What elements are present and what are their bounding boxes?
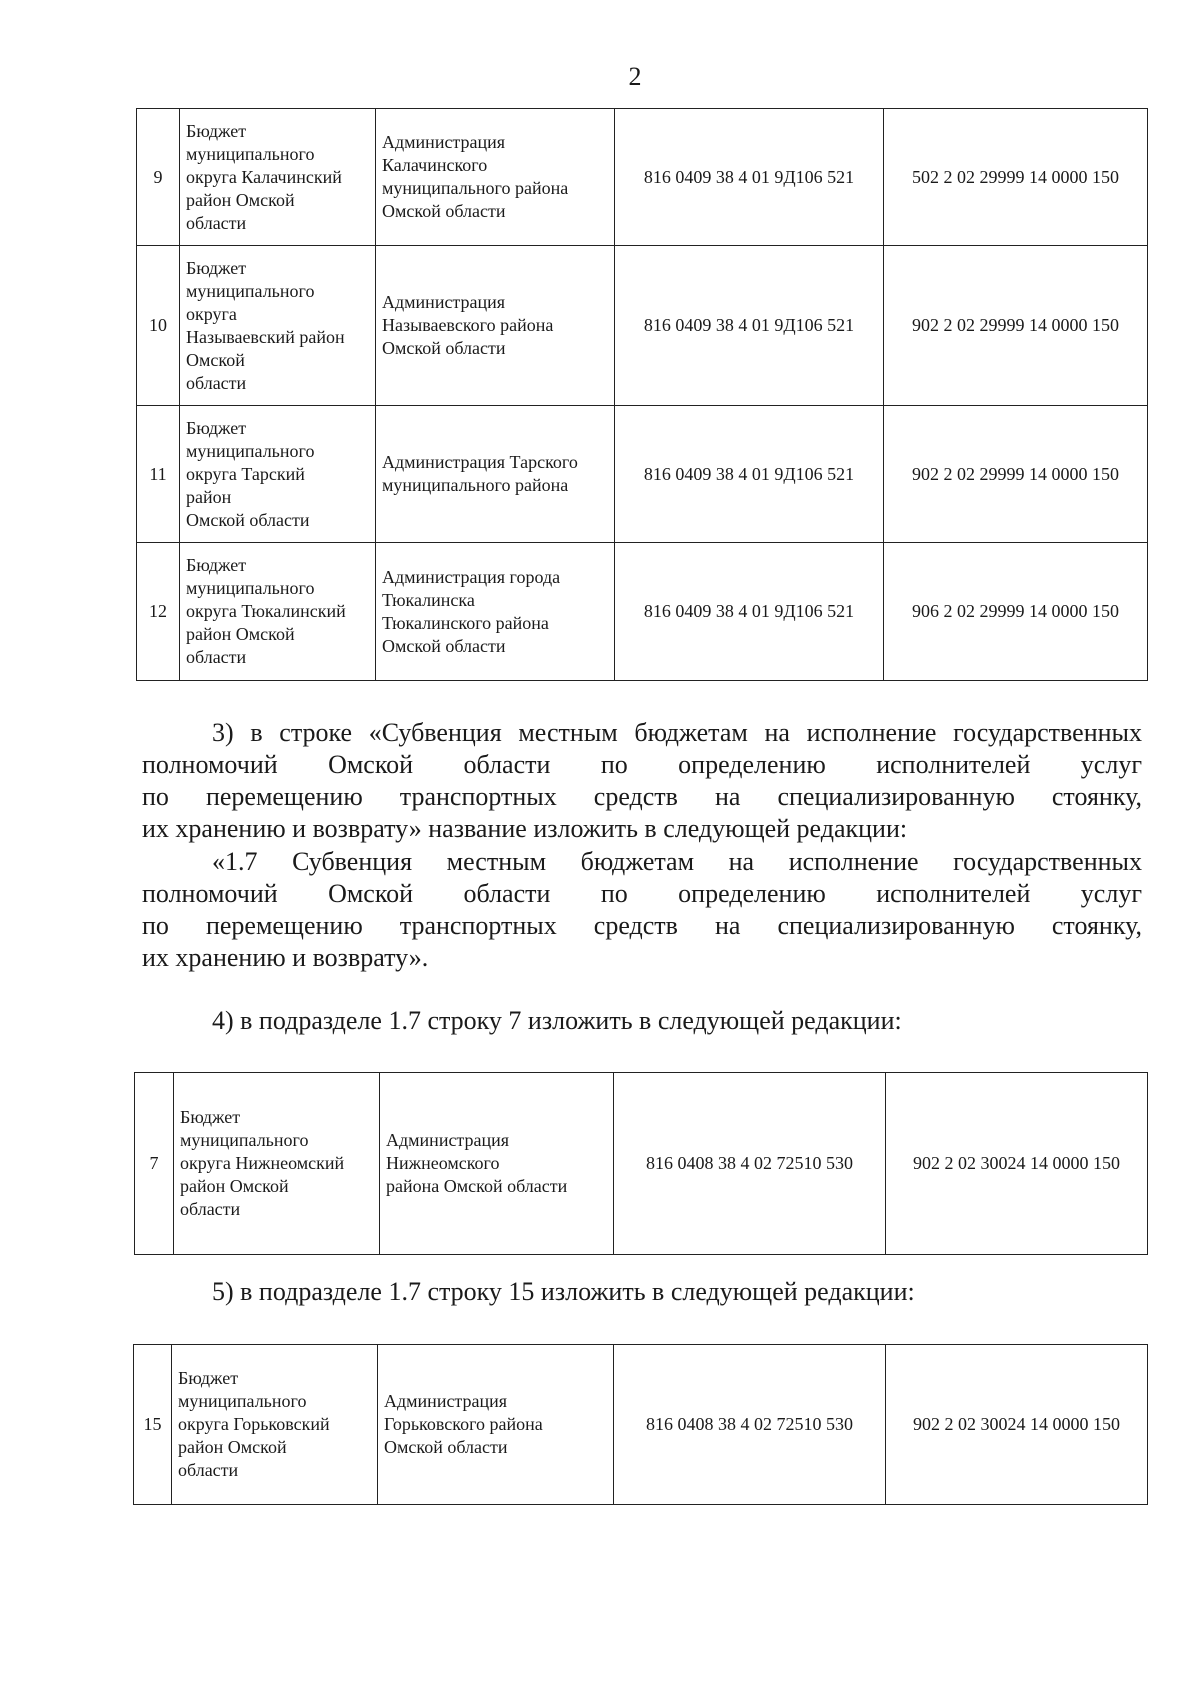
administrator-name: Администрация города Тюкалинска Тюкалинского района Омской области	[376, 543, 615, 681]
row-number: 11	[137, 406, 180, 543]
table-row	[137, 406, 1148, 543]
administrator-name: Администрация Тарского муниципального района	[376, 406, 615, 543]
administrator-name: Администрация Нижнеомского района Омской области	[380, 1073, 614, 1255]
paragraph-4: 4) в подразделе 1.7 строку 7 изложить в следующей редакции:	[212, 1006, 902, 1035]
table-row	[137, 109, 1148, 246]
administrator-name: Администрация Горьковского района Омской области	[378, 1345, 614, 1505]
paragraph-3: 3) в строке «Субвенция местным бюджетам на исполнение государственных полномочий Омской области по определению исполнителей услуг по перемещению транспортных средств на специализированную стоянку, их хранению и возврату» название изложить в следующей редакции:	[142, 718, 1142, 843]
expense-code: 816 0409 38 4 01 9Д106 521	[615, 246, 884, 406]
budget-table-row-7	[134, 1072, 1148, 1255]
table-row	[137, 543, 1148, 681]
paragraph-3-quote: «1.7 Субвенция местным бюджетам на исполнение государственных полномочий Омской области по определению исполнителей услуг по перемещению транспортных средств на специализированную стоянку, их хранению и возврату».	[142, 847, 1142, 972]
budget-name: Бюджет муниципального округа Тарский район Омской области	[180, 406, 376, 543]
expense-code: 816 0408 38 4 02 72510 530	[614, 1073, 886, 1255]
table-row	[137, 246, 1148, 406]
table-row	[135, 1073, 1148, 1255]
paragraph-5: 5) в подразделе 1.7 строку 15 изложить в следующей редакции:	[212, 1277, 915, 1306]
page-number: 2	[628, 62, 642, 91]
expense-code: 816 0409 38 4 01 9Д106 521	[615, 543, 884, 681]
administrator-name: Администрация Называевского района Омской области	[376, 246, 615, 406]
row-number: 15	[134, 1345, 172, 1505]
expense-code: 816 0408 38 4 02 72510 530	[614, 1345, 886, 1505]
row-number: 9	[137, 109, 180, 246]
revenue-code: 902 2 02 30024 14 0000 150	[886, 1073, 1148, 1255]
row-number: 12	[137, 543, 180, 681]
revenue-code: 502 2 02 29999 14 0000 150	[884, 109, 1148, 246]
revenue-code: 902 2 02 30024 14 0000 150	[886, 1345, 1148, 1505]
budget-name: Бюджет муниципального округа Называевский район Омской области	[180, 246, 376, 406]
administrator-name: Администрация Калачинского муниципального района Омской области	[376, 109, 615, 246]
budget-name: Бюджет муниципального округа Нижнеомский район Омской области	[174, 1073, 380, 1255]
budget-name: Бюджет муниципального округа Тюкалинский район Омской области	[180, 543, 376, 681]
table-row	[134, 1345, 1148, 1505]
budget-name: Бюджет муниципального округа Калачинский район Омской области	[180, 109, 376, 246]
expense-code: 816 0409 38 4 01 9Д106 521	[615, 109, 884, 246]
revenue-code: 906 2 02 29999 14 0000 150	[884, 543, 1148, 681]
budget-table-rows-9-12	[136, 108, 1148, 681]
budget-name: Бюджет муниципального округа Горьковский район Омской области	[172, 1345, 378, 1505]
row-number: 10	[137, 246, 180, 406]
expense-code: 816 0409 38 4 01 9Д106 521	[615, 406, 884, 543]
row-number: 7	[135, 1073, 174, 1255]
budget-table-row-15	[133, 1344, 1148, 1505]
revenue-code: 902 2 02 29999 14 0000 150	[884, 406, 1148, 543]
revenue-code: 902 2 02 29999 14 0000 150	[884, 246, 1148, 406]
